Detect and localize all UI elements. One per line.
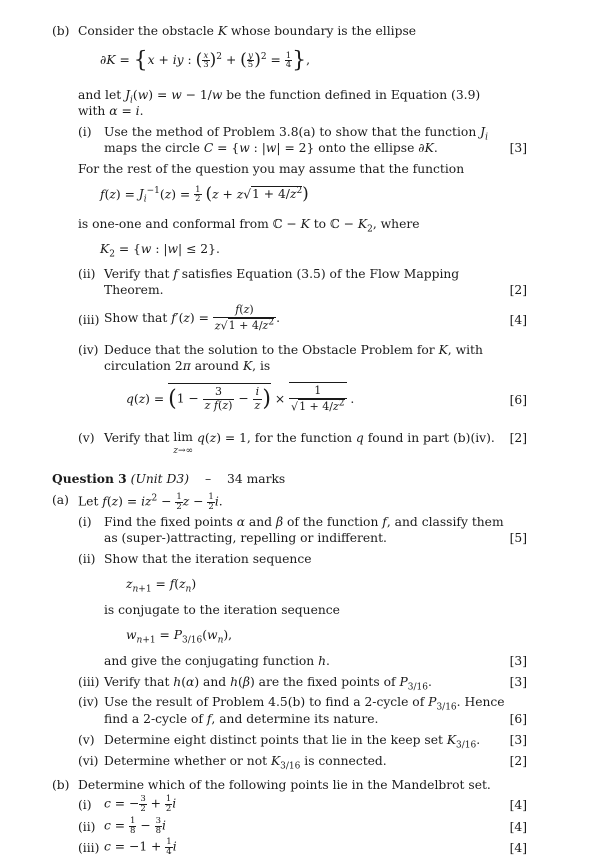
a-item-iii-mark: [3] [509,675,527,689]
b-item-ii-mark: [2] [509,283,527,297]
b-item-ii-label: (ii) [78,267,96,281]
mb-item-i-label: (i) [78,798,92,812]
q3-part-a-label: (a) [52,493,69,507]
b-item-iv-line2: circulation 2π around K, is [104,359,271,373]
question-3-unit: (Unit D3) [130,472,190,486]
b-item-iii-mark: [4] [509,313,527,327]
question-3-heading [52,472,285,486]
a-item-vi-label: (vi) [78,754,99,768]
mb-item-i-mark: [4] [509,798,527,812]
ellipse-equation: ∂K = {x + iy : ( $\frac{x}{3}$ )$^2$ + ( $\frac{y}{5}$ )$^2$ = $\frac{1}{4}$ }, [100,48,311,73]
a-item-ii-label: (ii) [78,552,96,566]
rest-line: For the rest of the question you may assume that the function [78,162,465,176]
a-item-ii-seq2: $w_{n+1} = P_{3/16}(w_n)$, [126,628,233,646]
b-item-iv-mark: [6] [509,393,527,407]
b-item-v-mark: [2] [509,431,527,445]
let-line-2: with α = i. [78,104,144,118]
b-item-ii-line2: Theorem. [104,283,164,297]
b-item-v-line1: Verify that lim z→∞ q(z) = 1, for the function q found in part (b)(iv). [104,430,495,457]
mb-item-iii-label: (iii) [78,841,100,855]
part-b-intro: Consider the obstacle K whose boundary is the ellipse [78,24,417,38]
mb-item-ii-label: (ii) [78,820,96,834]
b-item-v-label: (v) [78,431,95,445]
b-item-i-mark: [3] [509,141,527,155]
mb-item-ii-mark: [4] [509,820,527,834]
a-item-iii-line1: Verify that h(α) and h(β) are the fixed points of $P_{3/16}$. [104,675,432,693]
b-item-iv-line1: Deduce that the solution to the Obstacle Problem for K, with [104,343,483,357]
b-item-iii-line1: Show that f′(z) = $\frac{f(z)}{z√1 + 4/z^2}$ . [104,303,280,333]
k2-definition: $K_2 = \{w$ : |w| ≤ 2}. [100,242,220,260]
a-item-ii-give: and give the conjugating function h. [104,654,330,668]
b-item-i-label: (i) [78,125,92,139]
a-item-vi-mark: [2] [509,754,527,768]
b-item-iv-label: (iv) [78,343,99,357]
mb-item-ii-text: c = $\frac{1}{8}$ − $\frac{3}{8}$ i [104,816,166,836]
a-item-v-mark: [3] [509,733,527,747]
mb-item-iii-text: c = −1 + $\frac{1}{4}$ i [104,837,177,857]
b-item-iii-label: (iii) [78,313,100,327]
a-item-ii-seq1: $z_{n+1} = f(z_n)$ [126,577,197,595]
a-item-ii-mark: [3] [509,654,527,668]
a-item-i-line1: Find the fixed points α and β of the function f, and classify them [104,515,504,529]
a-item-ii-line1: Show that the iteration sequence [104,552,312,566]
let-line-1: and let $J_i(w) = w - 1/w$ be the function defined in Equation (3.9) [78,88,481,106]
b-item-i-line2: maps the circle C = {w : |w| = 2} onto the ellipse ∂K. [104,141,438,155]
a-item-iii-label: (iii) [78,675,100,689]
question-3-marks: 34 marks [227,472,286,486]
part-b-label: (b) [52,24,70,38]
f-definition: $f(z) = J_i^{-1}(z)$ = $\frac{1}{2}$ $(z + z√1 + 4/z^2)$ [100,184,309,205]
a-item-iv-label: (iv) [78,695,99,709]
q3-part-a-intro: Let $f(z) = iz^2$ − $\frac{1}{2}$ z − $\frac{1}{2}$ i. [78,492,223,512]
a-item-iv-mark: [6] [509,712,527,726]
a-item-ii-conj: is conjugate to the iteration sequence [104,603,340,617]
a-item-i-label: (i) [78,515,92,529]
a-item-i-line2: as (super-)attracting, repelling or indifferent. [104,531,387,545]
a-item-iv-line2: find a 2-cycle of f, and determine its nature. [104,712,379,726]
q3-part-b-label: (b) [52,778,70,792]
b-item-ii-line1: Verify that f satisfies Equation (3.5) of the Flow Mapping [104,267,460,281]
a-item-vi-line1: Determine whether or not $K_{3/16}$ is connected. [104,754,387,772]
question-3-title: Question 3 [52,471,127,486]
q3-part-b-intro: Determine which of the following points lie in the Mandelbrot set. [78,778,491,792]
a-item-i-mark: [5] [509,531,527,545]
oneone-line: is one-one and conformal from ℂ − K to ℂ − $K_2$, where [78,217,420,235]
a-item-v-line1: Determine eight distinct points that lie in the keep set $K_{3/16}$. [104,733,481,751]
mb-item-iii-mark: [4] [509,841,527,855]
mb-item-i-text: c = − $\frac{3}{2}$ + $\frac{1}{2}$ i [104,794,177,814]
a-item-v-label: (v) [78,733,95,747]
b-item-i-line1: Use the method of Problem 3.8(a) to show that the function $J_i$ [104,125,488,143]
question-3-dash: – [204,472,212,486]
a-item-iv-line1: Use the result of Problem 4.5(b) to find a 2-cycle of $P_{3/16}$. Hence [104,695,505,713]
q-definition: q(z) = (1 − $\frac{3}{\text{z f(z)}}$ − $\frac{i}{z}$ ) × $\frac{1}{√1 + 4/z^2}$ . [126,384,355,414]
